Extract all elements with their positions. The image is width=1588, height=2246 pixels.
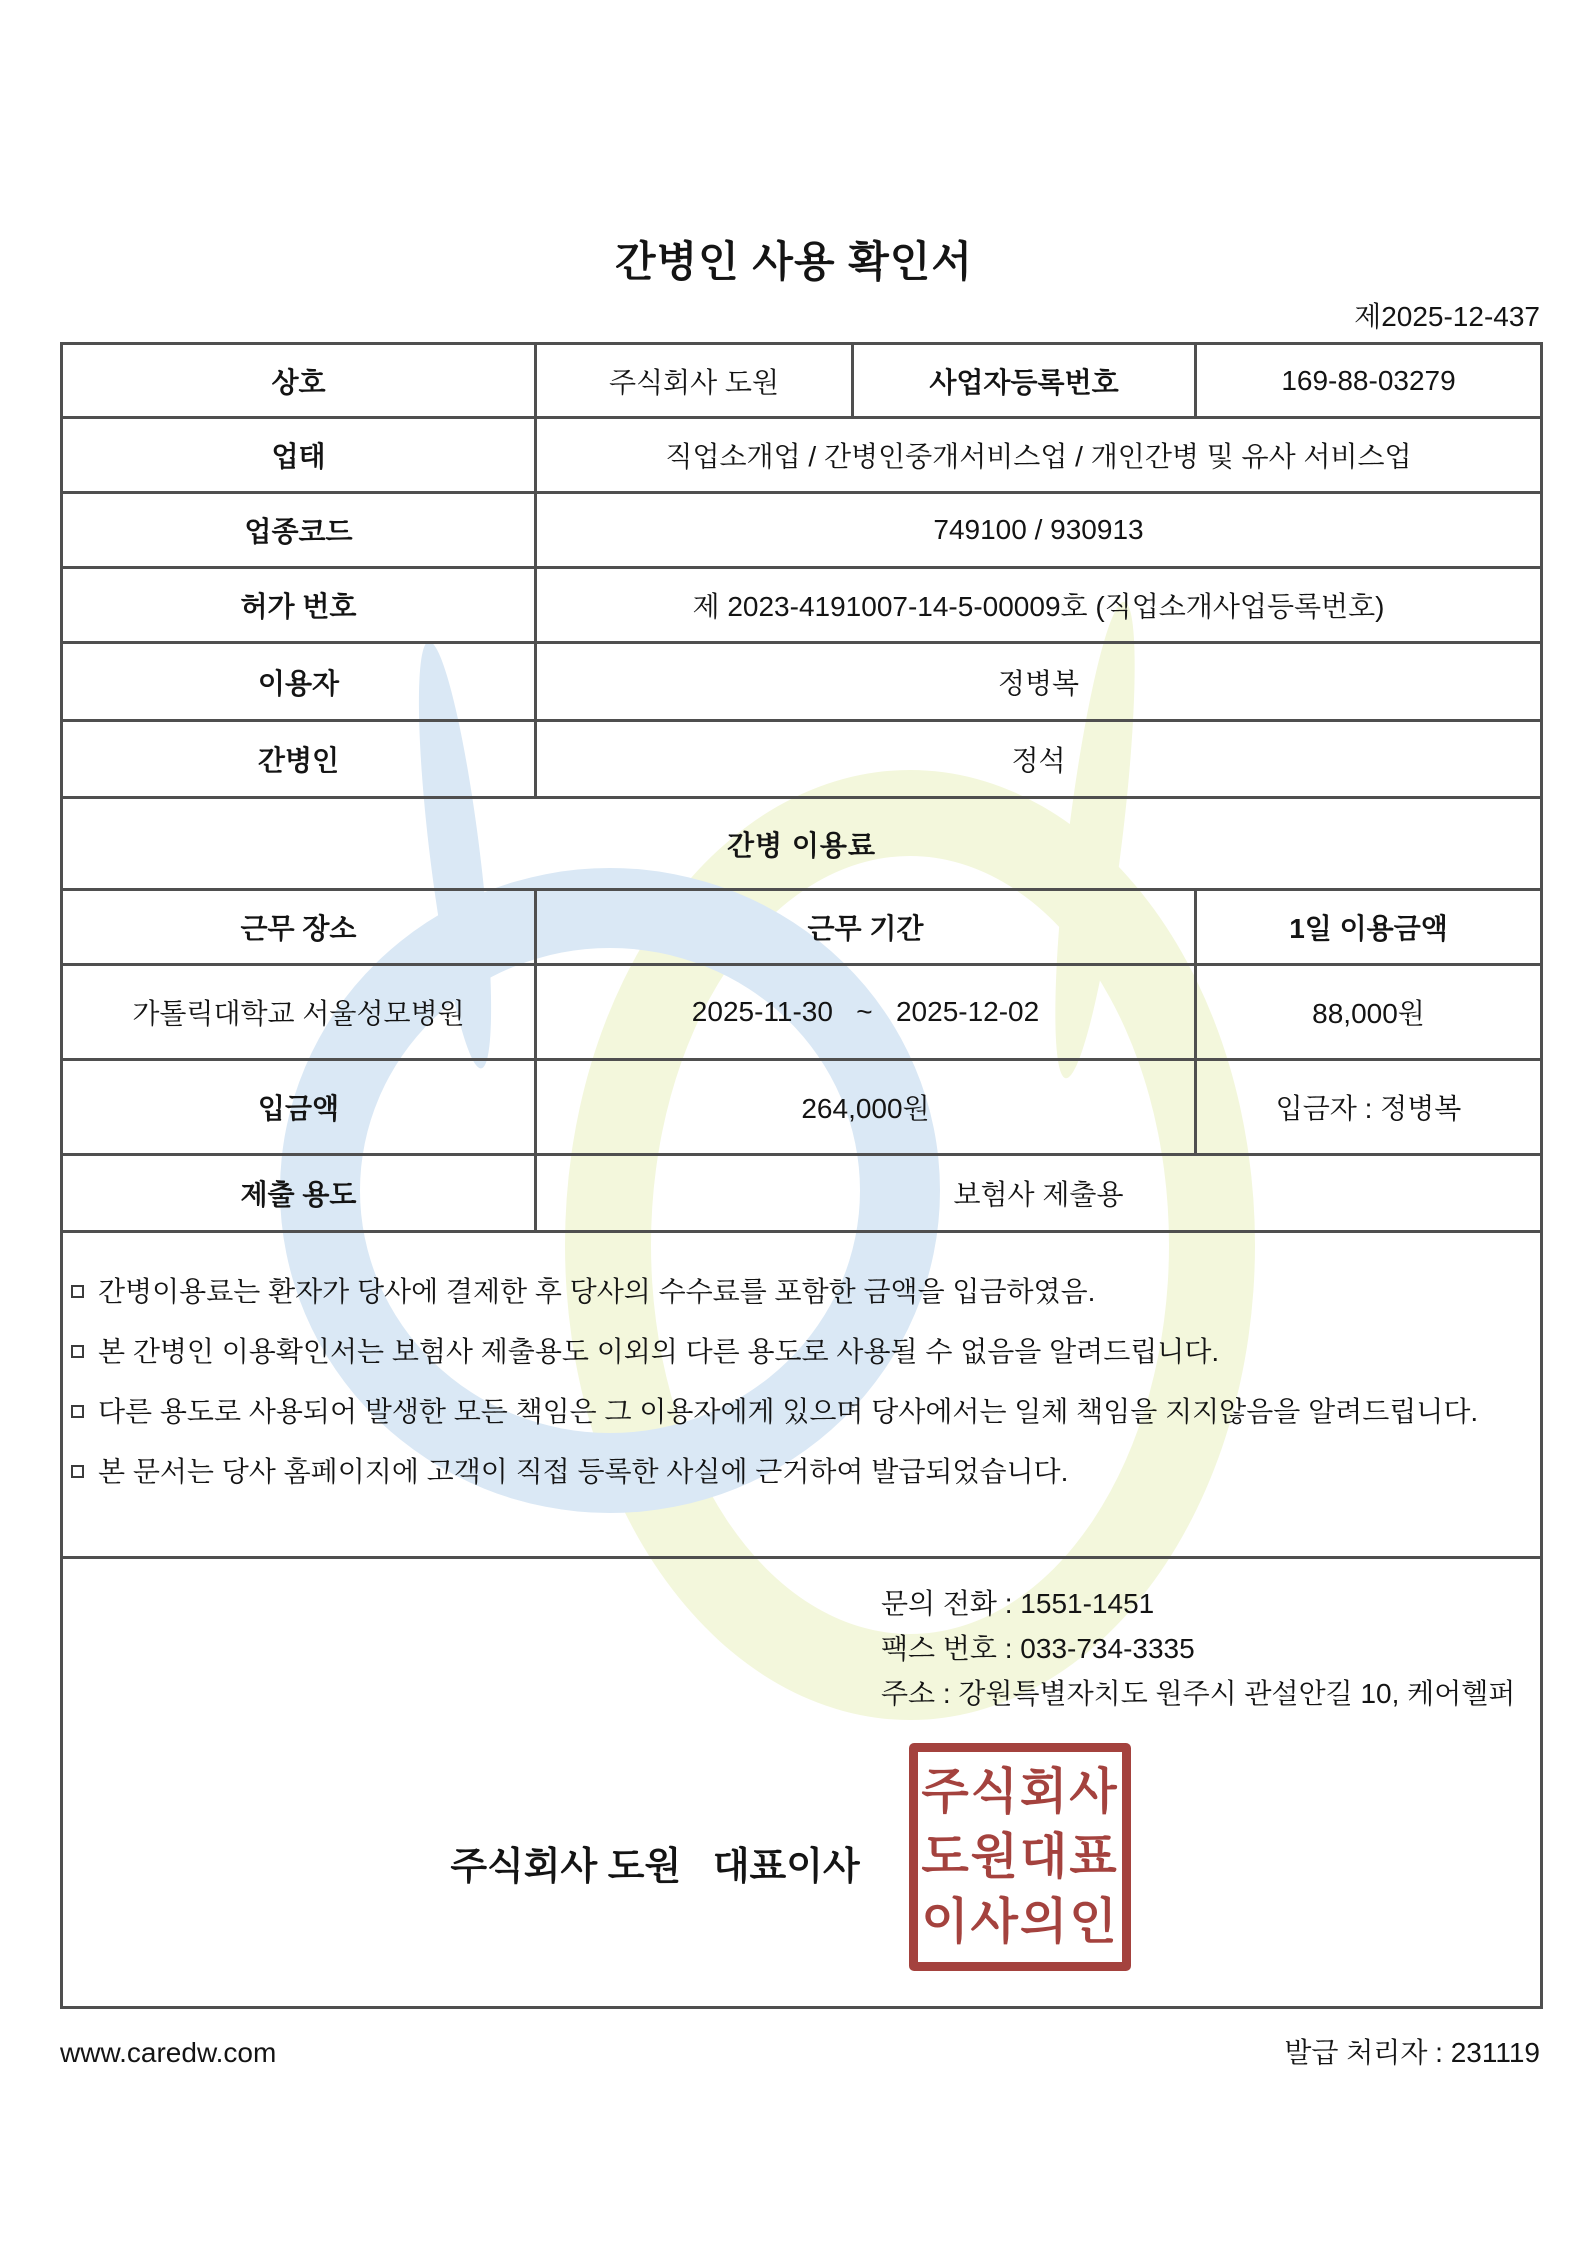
stamp-text-line: 주식회사 (921, 1764, 1119, 1819)
note-text: 다른 용도로 사용되어 발생한 모든 책임은 그 이용자에게 있으며 당사에서는 일체 책임을 지지않음을 알려드립니다. (98, 1395, 1479, 1427)
page-footer (60, 2035, 1540, 2071)
note-text: 본 간병인 이용확인서는 보험사 제출용도 이외의 다른 용도로 사용될 수 없음을 알려드립니다. (98, 1335, 1220, 1367)
table-row (62, 1060, 1542, 1155)
business-reg-no-value: 169-88-03279 (1196, 344, 1542, 418)
contact-address: 주소 : 강원특별자치도 원주시 관설안길 10, 케어헬퍼 (881, 1678, 1516, 1709)
contact-phone: 문의 전화 : 1551-1451 (881, 1588, 1155, 1619)
table-row (62, 493, 1542, 568)
table-row (62, 568, 1542, 643)
note-item (69, 1275, 1534, 1308)
table-row (62, 344, 1542, 418)
company-name-label: 상호 (62, 344, 536, 418)
table-row (62, 643, 1542, 721)
purpose-label: 제출 용도 (62, 1155, 536, 1232)
footer-website: www.caredw.com (60, 2037, 277, 2068)
industry-code-value: 749100 / 930913 (536, 493, 1542, 568)
signature-section (62, 1558, 1542, 2008)
work-period-value: 2025-11-30 ~ 2025-12-02 (536, 965, 1196, 1060)
work-place-header: 근무 장소 (62, 890, 536, 965)
square-bullet-icon (71, 1285, 84, 1298)
daily-amount-header: 1일 이용금액 (1196, 890, 1542, 965)
business-type-value: 직업소개업 / 간병인중개서비스업 / 개인간병 및 유사 서비스업 (536, 418, 1542, 493)
user-label: 이용자 (62, 643, 536, 721)
user-value: 정병복 (536, 643, 1542, 721)
certificate-table (60, 342, 1543, 2009)
purpose-value: 보험사 제출용 (536, 1155, 1542, 1232)
page-title: 간병인 사용 확인서 (615, 238, 973, 285)
table-row (62, 1558, 1542, 2008)
table-row (62, 721, 1542, 798)
caregiver-value: 정석 (536, 721, 1542, 798)
company-signature-line: 주식회사 도원 대표이사 (450, 1846, 860, 1888)
depositor-cell (1196, 1060, 1542, 1155)
business-type-label: 업태 (62, 418, 536, 493)
table-row (62, 798, 1542, 890)
square-bullet-icon (71, 1345, 84, 1358)
stamp-text-line: 이사의인 (921, 1894, 1119, 1949)
depositor-name: : 정병복 (1356, 1093, 1462, 1124)
note-item (69, 1455, 1534, 1488)
table-row (62, 1155, 1542, 1232)
depositor-label: 입금자 (1275, 1093, 1357, 1124)
notes-section (62, 1232, 1542, 1558)
table-row (62, 418, 1542, 493)
deposit-amount-label: 입금액 (62, 1060, 536, 1155)
note-item (69, 1395, 1534, 1428)
note-text: 본 문서는 당사 홈페이지에 고객이 직접 등록한 사실에 근거하여 발급되었습니다. (98, 1455, 1069, 1487)
business-reg-no-label: 사업자등록번호 (853, 344, 1196, 418)
document-number: 제2025-12-437 (1354, 301, 1540, 332)
square-bullet-icon (71, 1405, 84, 1418)
contact-fax: 팩스 번호 : 033-734-3335 (881, 1633, 1195, 1664)
work-place-value: 가톨릭대학교 서울성모병원 (62, 965, 536, 1060)
table-row (62, 1232, 1542, 1558)
square-bullet-icon (71, 1465, 84, 1478)
note-item (69, 1335, 1534, 1368)
corporate-seal-stamp (909, 1743, 1131, 1971)
company-name-value: 주식회사 도원 (536, 344, 853, 418)
permit-number-label: 허가 번호 (62, 568, 536, 643)
deposit-amount-value: 264,000원 (536, 1060, 1196, 1155)
note-text: 간병이용료는 환자가 당사에 결제한 후 당사의 수수료를 포함한 금액을 입금하였음. (98, 1275, 1096, 1307)
permit-number-value: 제 2023-4191007-14-5-00009호 (직업소개사업등록번호) (536, 568, 1542, 643)
contact-block (881, 1581, 1515, 1716)
fee-section-title: 간병 이용료 (62, 798, 1542, 890)
work-period-header: 근무 기간 (536, 890, 1196, 965)
table-row (62, 965, 1542, 1060)
caregiver-label: 간병인 (62, 721, 536, 798)
table-row (62, 890, 1542, 965)
industry-code-label: 업종코드 (62, 493, 536, 568)
daily-amount-value: 88,000원 (1196, 965, 1542, 1060)
stamp-text-line: 도원대표 (921, 1829, 1119, 1884)
footer-issuer: 발급 처리자 : 231119 (1284, 2037, 1540, 2068)
